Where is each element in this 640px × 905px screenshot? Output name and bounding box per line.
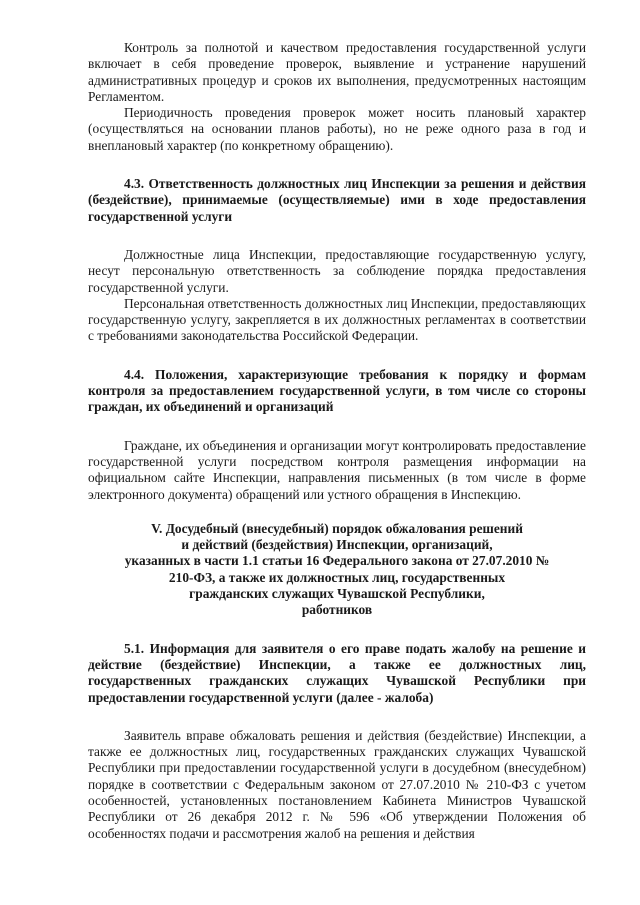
section-v-heading-line: 210-ФЗ, а также их должностных лиц, государственных	[168, 569, 506, 585]
section-v-heading-line: V. Досудебный (внесудебный) порядок обжалования решений	[151, 520, 523, 536]
paragraph-citizens-control: Граждане, их объединения и организации могут контролировать предоставление государственной услуги посредством контроля размещения информации на официальном сайте Инспекции, направления письменных (в том числе в форме электронного документа) обращений или устного обращения в Инспекцию.	[88, 437, 586, 502]
heading-4-4: 4.4. Положения, характеризующие требования к порядку и формам контроля за предоставлением государственной услуги, в том числе со стороны граждан, их объединений и организаций	[88, 366, 586, 415]
section-v-heading-line: и действий (бездействия) Инспекции, организаций,	[181, 537, 493, 553]
section-v-heading-line: указанных в части 1.1 статьи 16 Федерального закона от 27.07.2010 №	[124, 553, 550, 569]
heading-5-1: 5.1. Информация для заявителя о его праве подать жалобу на решение и действие (бездействие) Инспекции, а также ее должностных лиц, государственных гражданских служащих Чувашской Республики при предоставлении государственной услуги (далее - жалоба)	[88, 640, 586, 705]
paragraph-officials-responsibility: Должностные лица Инспекции, предоставляющие государственную услугу, несут персональную ответственность за соблюдение порядка предоставления государственной услуги.	[88, 246, 586, 295]
section-v-heading	[88, 521, 586, 619]
section-v-heading-line: гражданских служащих Чувашской Республики,	[189, 586, 485, 602]
section-v-heading-line: работников	[301, 602, 373, 618]
paragraph-personal-responsibility: Персональная ответственность должностных лиц Инспекции, предоставляющих государственную услугу, закрепляется в их должностных регламентах в соответствии с требованиями законодательства Российской Федерации.	[88, 295, 586, 344]
heading-4-3: 4.3. Ответственность должностных лиц Инспекции за решения и действия (бездействие), принимаемые (осуществляемые) ими в ходе предоставления государственной услуги	[88, 176, 586, 224]
paragraph-inspection-periodicity: Периодичность проведения проверок может носить плановый характер (осуществляться на основании планов работы), но не реже одного раза в год и внеплановый характер (по конкретному обращению).	[88, 105, 586, 153]
paragraph-control-completeness: Контроль за полнотой и качеством предоставления государственной услуги включает в себя проведение проверок, выявление и устранение нарушений административных процедур и сроков их выполнения, предусмотренных настоящим Регламентом.	[88, 40, 586, 104]
paragraph-appeal-right: Заявитель вправе обжаловать решения и действия (бездействие) Инспекции, а также ее должностных лиц, государственных гражданских служащих Чувашской Республики при предоставлении государственной услуги в досудебном (внесудебном) порядке в соответствии с Федеральным законом от 27.07.2010 № 210-ФЗ с учетом особенностей, установленных постановлением Кабинета Министров Чувашской Республики от 26 декабря 2012 г. № 596 «Об утверждении Положения об особенностях подачи и рассмотрения жалоб на решения и действия	[88, 727, 586, 841]
